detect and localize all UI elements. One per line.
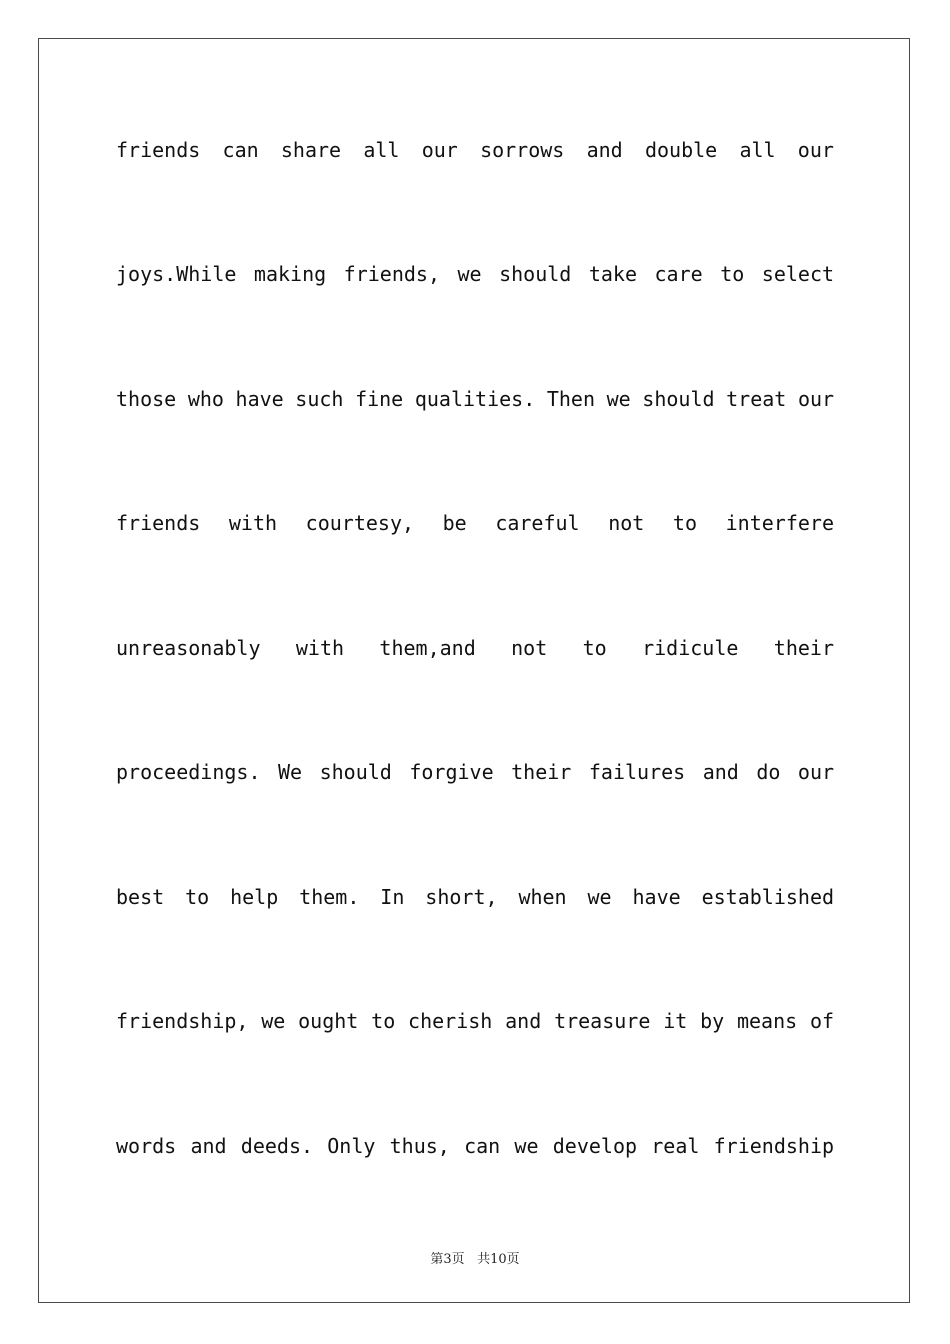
body-line-2: joys.While making friends, we should take care to select xyxy=(116,262,834,286)
body-line-7: best to help them. In short, when we have established xyxy=(116,885,834,909)
page-footer xyxy=(0,1248,950,1267)
body-line-4: friends with courtesy, be careful not to interfere xyxy=(116,511,834,535)
body-line-1: friends can share all our sorrows and double all our xyxy=(116,138,834,162)
page-total: 共10页 xyxy=(477,1252,520,1267)
body-line-8: friendship, we ought to cherish and treasure it by means of xyxy=(116,1009,834,1033)
body-line-6: proceedings. We should forgive their failures and do our xyxy=(116,760,834,784)
body-line-3: those who have such fine qualities. Then we should treat our xyxy=(116,387,834,411)
page-frame xyxy=(38,38,910,1303)
body-line-9: words and deeds. Only thus, can we develop real friendship xyxy=(116,1134,834,1158)
body-line-5: unreasonably with them,and not to ridicule their xyxy=(116,636,834,660)
page-number: 第3页 xyxy=(430,1252,465,1267)
